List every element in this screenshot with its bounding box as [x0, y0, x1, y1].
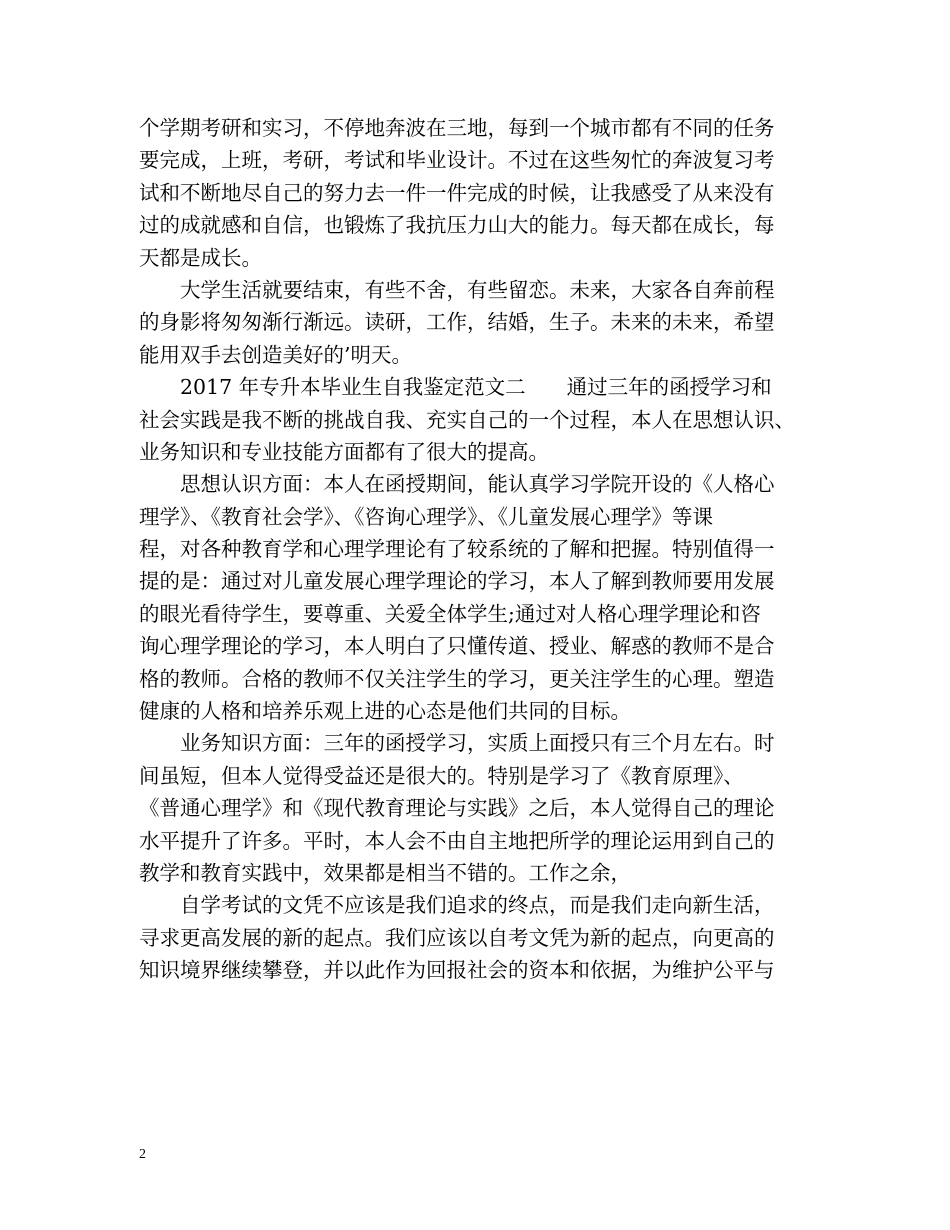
text-line: 自学考试的文凭不应该是我们追求的终点，而是我们走向新生活， [180, 893, 775, 918]
text-line: 试和不断地尽自己的努力去一件一件完成的时候，让我感受了从来没有 [139, 180, 775, 205]
text-line: 社会实践是我不断的挑战自我、充实自己的一个过程，本人在思想认识、 [139, 407, 795, 432]
text-line: 个学期考研和实习，不停地奔波在三地，每到一个城市都有不同的任务 [139, 116, 775, 140]
text-line: 间虽短，但本人觉得受益还是很大的。特别是学习了《教育原理》、 [139, 763, 744, 788]
text-line: 理学》、《教育社会学》、《咨询心理学》、《儿童发展心理学》等课 [139, 504, 713, 529]
text-line: 程，对各种教育学和心理学理论有了较系统的了解和把握。特别值得一 [139, 537, 775, 562]
text-line: 寻求更高发展的新的起点。我们应该以自考文凭为新的起点，向更高的 [139, 925, 775, 950]
text-line: 知识境界继续攀登，并以此作为回报社会的资本和依据，为维护公平与 [139, 958, 775, 983]
text-line: 《普通心理学》和《现代教育理论与实践》之后，本人觉得自己的理论 [139, 796, 775, 821]
text-line: 过的成就感和自信，也锻炼了我抗压力山大的能力。每天都在成长，每 [139, 213, 775, 238]
text-line: 天都是成长。 [139, 245, 262, 270]
text-line: 提的是：通过对儿童发展心理学理论的学习，本人了解到教师要用发展 [139, 569, 775, 594]
body-text [139, 112, 829, 987]
text-line: 能用双手去创造美好的’明天。 [139, 342, 413, 367]
page-number: 2 [139, 1147, 146, 1162]
text-line: 业务知识和专业技能方面都有了很大的提高。 [139, 439, 549, 464]
text-line: 大学生活就要结束，有些不舍，有些留恋。未来，大家各自奔前程 [180, 277, 775, 302]
text-line: 要完成，上班，考研，考试和毕业设计。不过在这些匆忙的奔波复习考 [139, 148, 775, 173]
text-line: 的眼光看待学生，要尊重、关爱全体学生;通过对人格心理学理论和咨 [139, 601, 761, 626]
text-line: 业务知识方面：三年的函授学习，实质上面授只有三个月左右。时 [180, 731, 775, 756]
text-line: 2017 年专升本毕业生自我鉴定范文二 通过三年的函授学习和 [180, 375, 772, 400]
text-line: 教学和教育实践中，效果都是相当不错的。工作之余， [139, 860, 631, 885]
text-line: 思想认识方面：本人在函授期间，能认真学习学院开设的《人格心 [180, 472, 775, 497]
text-line: 水平提升了许多。平时，本人会不由自主地把所学的理论运用到自己的 [139, 828, 775, 853]
text-line: 的身影将匆匆渐行渐远。读研，工作，结婚，生子。未来的未来，希望 [139, 310, 775, 335]
text-line: 格的教师。合格的教师不仅关注学生的学习，更关注学生的心理。塑造 [139, 666, 775, 691]
text-line: 健康的人格和培养乐观上进的心态是他们共同的目标。 [139, 699, 631, 724]
text-line: 询心理学理论的学习，本人明白了只懂传道、授业、解惑的教师不是合 [139, 634, 775, 659]
